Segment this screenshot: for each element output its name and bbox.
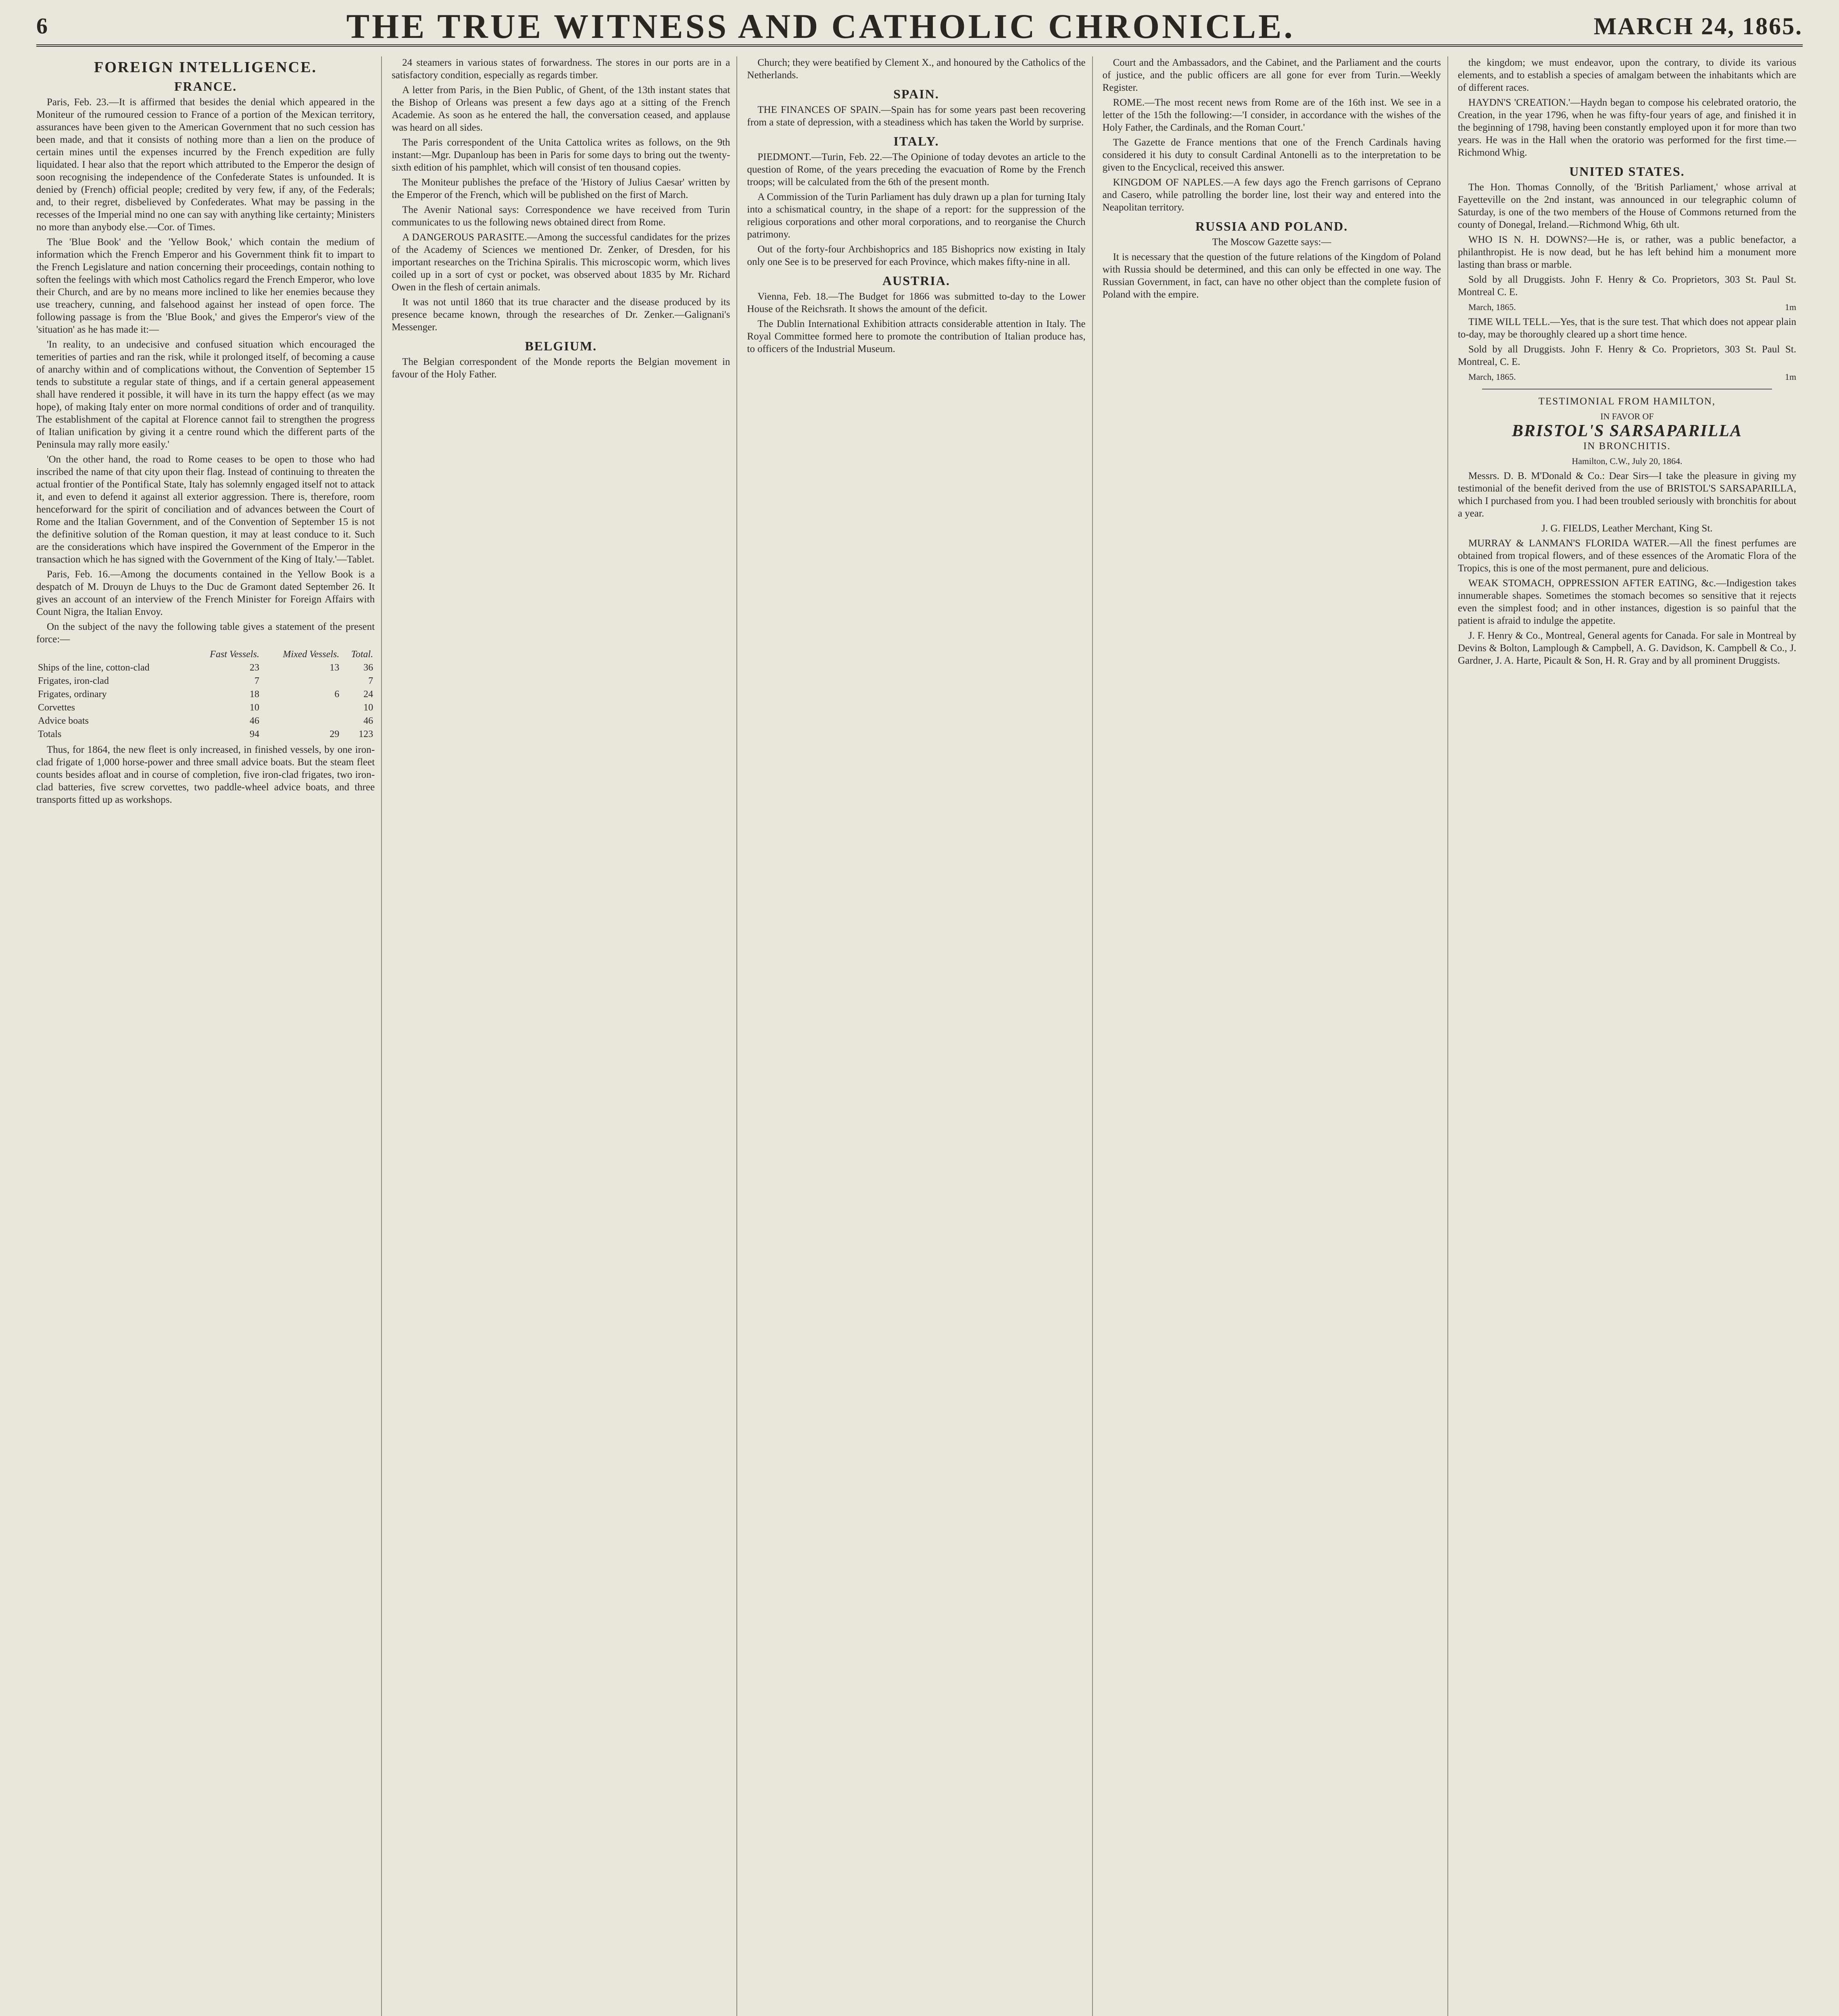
fleet-cell [261, 714, 341, 728]
article-paragraph: Vienna, Feb. 18.—The Budget for 1866 was submitted to-day to the Lower House of the Reichsrath. It shows the amount of the deficit. [747, 291, 1086, 314]
article-paragraph: 'In reality, to an undecisive and confused situation which encouraged the temerities of parties and ran the risk, while it prolonged itself, of becoming a cause of anarchy within and of complications without, the Convention of September 15 tends to substitute a regular state of things, and if a certain general appeasement shall have rendered it possible, it will have in its turn the happy effect (as we may hope), of making Italy enter on more normal conditions of order and of tranquility. The establishment of the capital at Florence cannot fail to strengthen the progress of Italian unification by giving it a centre round which the different parts of the Peninsula may rally more easily.' [36, 339, 375, 450]
source-line: The Moscow Gazette says:— [1212, 237, 1331, 248]
fleet-cell: Totals [38, 729, 62, 739]
fleet-col-header [36, 648, 190, 661]
article-paragraph: The Belgian correspondent of the Monde reports the Belgian movement in favour of the Holy Father. [392, 356, 730, 380]
column-4 [1103, 56, 1448, 2016]
article-paragraph: A DANGEROUS PARASITE.—Among the successful candidates for the prizes of the Academy of Sciences we mentioned Dr. Zenker, of Dresden, for his important researches on the Trichina Spiralis. This microscopic worm, which lives coiled up in a sort of cyst or pocket, was observed about 1835 by Mr. Richard Owen in the flesh of certain animals. [392, 232, 730, 293]
article-paragraph: A Commission of the Turin Parliament has duly drawn up a plan for turning Italy into a schismatical country, in the shape of a report: for the suppression of the religious corporations and other moral corporations, and to reorganise the Church patrimony. [747, 192, 1086, 240]
section-subheading: FRANCE. [174, 79, 237, 94]
article-paragraph: Court and the Ambassadors, and the Cabinet, and the Parliament and the courts of justice, and the public officers are all gone for ever from Turin.—Weekly Register. [1102, 57, 1441, 93]
section-subheading: ITALY. [893, 134, 939, 148]
fleet-cell: Ships of the line, cotton-clad [38, 662, 150, 673]
fleet-col-header: Total. [351, 649, 373, 660]
fleet-cell: 10 [363, 702, 373, 713]
fleet-cell [261, 675, 341, 688]
ad-signature: J. G. FIELDS, Leather Merchant, King St. [1541, 523, 1713, 534]
article-paragraph: HAYDN'S 'CREATION.'—Haydn began to compose his celebrated oratorio, the Creation, in the year 1796, when he was fifty-four years of age, and finished it in the beginning of 1798, having been constantly employed upon it for more than two years. He was in the Hall when the oratorio was performed for the first time.—Richmond Whig. [1457, 97, 1797, 158]
section-heading: FOREIGN INTELLIGENCE. [94, 59, 317, 76]
article-paragraph: The Paris correspondent of the Unita Cattolica writes as follows, on the 9th instant:—Mgr. Dupanloup has been in Paris for some days to bring out the twenty-sixth edition of his pamphlet, which will consist of ten thousand copies. [392, 137, 730, 173]
fleet-cell: 6 [334, 689, 340, 700]
ad-location: Hamilton, C.W., July 20, 1864. [1572, 456, 1683, 466]
article-paragraph: Paris, Feb. 23.—It is affirmed that besides the denial which appeared in the Moniteur of the rumoured cession to France of a portion of the Mexican territory, assurances have been given to the American Government that no such cession has been made, and that it consists of nothing more than a lien on the produce of certain mines until the expenses incurred by the French expedition are fully liquidated. I hear also that the report which attributed to the Emperor the design of soon recognising the independence of the Confederate States is unfounded. It is denied by (French) official people; credited by very few, if any, of the Federals; and, to their regret, disbelieved by Confederates. What may be passing in the recesses of the Imperial mind no one can say with anything like certainty; Ministers no more than anybody else.—Cor. of Times. [36, 97, 375, 233]
advertisement-paragraph: Sold by all Druggists. John F. Henry & Co. Proprietors, 303 St. Paul St. Montreal, C. E. [1457, 344, 1797, 367]
fleet-cell: 23 [249, 662, 259, 673]
fleet-cell: Corvettes [38, 702, 75, 713]
section-subheading: AUSTRIA. [882, 273, 951, 288]
article-paragraph: It was not until 1860 that its true character and the disease produced by its presence became known, through the researches of Dr. Zenker.—Galignani's Messenger. [392, 297, 730, 333]
fleet-cell: 10 [249, 702, 259, 713]
article-paragraph: the kingdom; we must endeavor, upon the contrary, to divide its various elements, and to establish a species of amalgam between the inhabitants which are of different races. [1457, 57, 1797, 93]
columns [36, 56, 1803, 2016]
article-paragraph: Church; they were beatified by Clement X., and honoured by the Catholics of the Netherlands. [747, 57, 1086, 81]
article-paragraph: The Dublin International Exhibition attracts considerable attention in Italy. The Royal Committee formed here to promote the contribution of Italian produce has, to officers of the Industrial Museum. [747, 319, 1086, 354]
ad-date-text: March, 1865. [1468, 372, 1516, 382]
fleet-cell: 29 [329, 729, 340, 739]
fleet-cell: 13 [329, 662, 340, 673]
fleet-cell: Advice boats [38, 716, 89, 726]
article-paragraph: Thus, for 1864, the new fleet is only increased, in finished vessels, by one iron-clad frigate of 1,000 horse-power and three small advice boats. But the steam fleet counts besides afloat and in course of completion, five iron-clad frigates, two iron-clad batteries, five screw corvettes, two paddle-wheel advice boats, and three transports fitted up as workshops. [36, 744, 375, 805]
fleet-cell: 7 [254, 676, 259, 686]
newspaper-title: THE TRUE WITNESS AND CATHOLIC CHRONICLE. [346, 7, 1295, 46]
article-paragraph: The Hon. Thomas Connolly, of the 'British Parliament,' whose arrival at Fayetteville on the 2nd instant, was announced in our telegraphic column of Saturday, is one of the two members of the House of Commons returned from the county of Donegal, Ireland.—Richmond Whig, 6th ult. [1457, 182, 1797, 230]
fleet-cell: 94 [249, 729, 259, 739]
article-paragraph: Out of the forty-four Archbishoprics and 185 Bishoprics now existing in Italy only one See is to be preserved for each Province, which makes fifty-nine in all. [747, 244, 1086, 267]
advertisement-paragraph: WEAK STOMACH, OPPRESSION AFTER EATING, &c.—Indigestion takes innumerable shapes. Sometimes the stomach becomes so sensitive that it rejects even the simplest food; and in other instances, digestion is so painful that the patient is afraid to indulge the appetite. [1457, 578, 1797, 626]
table-row [36, 688, 375, 701]
article-paragraph: PIEDMONT.—Turin, Feb. 22.—The Opinione of today devotes an article to the question of Rome, of the years preceding the evacuation of Rome by the French troops; will be calculated from the 6th of the present month. [747, 152, 1086, 187]
fleet-cell: 46 [249, 716, 259, 726]
fleet-cell: 18 [249, 689, 259, 700]
ad-date [1458, 301, 1796, 313]
section-subheading: BELGIUM. [525, 339, 597, 353]
fleet-cell: 123 [359, 729, 373, 739]
page-number: 6 [36, 14, 48, 39]
ad-date [1458, 371, 1796, 383]
fleet-table-header [36, 648, 375, 661]
advertisement-paragraph: WHO IS N. H. DOWNS?—He is, or rather, was a public benefactor, a philanthropist. He is now dead, but he has left behind him a monument more lasting than brass or marble. [1457, 234, 1797, 270]
fleet-cell: Frigates, iron-clad [38, 676, 109, 686]
section-subheading: SPAIN. [893, 87, 939, 101]
advertisement-paragraph: J. F. Henry & Co., Montreal, General agents for Canada. For sale in Montreal by Devins & Bolton, Lamplough & Campbell, A. G. Davidson, K. Campbell & Co., J. Gardner, J. A. Harte, Picault & Son, H. R. Gray and by all prominent Druggists. [1457, 630, 1797, 666]
ad-date-text: March, 1865. [1468, 302, 1516, 312]
fleet-cell: 7 [368, 676, 373, 686]
column-5 [1458, 56, 1803, 2016]
advertisement-paragraph: Sold by all Druggists. John F. Henry & Co. Proprietors, 303 St. Paul St. Montreal C. E. [1457, 274, 1797, 298]
article-paragraph: Paris, Feb. 16.—Among the documents contained in the Yellow Book is a despatch of M. Drouyn de Lhuys to the Duc de Gramont dated September 26. It gives an account of an interview of the French Minister for Foreign Affairs with Count Nigra, the Italian Envoy. [36, 569, 375, 617]
article-paragraph: The Avenir National says: Correspondence we have received from Turin communicates to us the following news obtained direct from Rome. [392, 204, 730, 228]
fleet-table [36, 648, 375, 741]
fleet-cell: 36 [363, 662, 373, 673]
column-1 [36, 56, 382, 2016]
fleet-cell: 24 [363, 689, 373, 700]
article-paragraph: ROME.—The most recent news from Rome are of the 16th inst. We see in a letter of the 15th the following:—'I consider, in accordance with the wishes of the Holy Father, the Cardinals, and the Roman Court.' [1102, 97, 1441, 133]
ad-subtitle: IN BRONCHITIS. [1583, 441, 1671, 452]
article-paragraph: The 'Blue Book' and the 'Yellow Book,' which contain the medium of information which the French Emperor and his Government think fit to impart to the French Legislature and nation concerning their proceedings, contain nothing to soften the feelings with which most Catholics regard the French Emperor, who love their Church, and are by no means more inclined to like her enemies because they use treachery, cunning, and falsehood against her instead of open force. The following passage is from the 'Blue Book,' and gives the Emperor's view of the 'situation' as he has made it:— [36, 237, 375, 335]
advertisement-paragraph: MURRAY & LANMAN'S FLORIDA WATER.—All the finest perfumes are obtained from tropical flowers, and of these essences of the Aromatic Flora of the Tropics, this is one of the most permanent, pure and delicious. [1457, 538, 1797, 574]
ad-in-favor: IN FAVOR OF [1600, 411, 1654, 421]
article-paragraph: On the subject of the navy the following table gives a statement of the present force:— [36, 621, 375, 645]
section-subheading: RUSSIA AND POLAND. [1195, 219, 1348, 233]
article-paragraph: 'On the other hand, the road to Rome ceases to be open to those who had inscribed the name of that city upon their flag. Instead of continuing to threaten the actual frontier of the Pontifical State, Italy has solemnly engaged itself not to attack it, and even to defend it against all exterior aggression. There is, therefore, room henceforward for the spirit of conciliation and of advances between the Court of Rome and the Italian Government, and of the Convention of September 15 is not the definitive solution of the Roman question, it may at least conduce to it. Such are the considerations which have inspired the Government of the Emperor in the transaction which he has signed with the Government of the King of Italy.'—Tablet. [36, 454, 375, 565]
masthead [36, 8, 1803, 47]
ad-heading: TESTIMONIAL FROM HAMILTON, [1538, 396, 1716, 407]
column-2 [392, 56, 737, 2016]
advertisement-paragraph: Messrs. D. B. M'Donald & Co.: Dear Sirs—I take the pleasure in giving my testimonial of the benefit derived from the use of BRISTOL'S SARSAPARILLA, which I purchased from you. I had been troubled seriously with bronchitis for about a year. [1457, 471, 1797, 519]
ad-mark: 1m [1785, 372, 1797, 382]
article-paragraph: The Moniteur publishes the preface of the 'History of Julius Caesar' written by the Emperor of the French, which will be published on the first of March. [392, 177, 730, 200]
article-paragraph: 24 steamers in various states of forwardness. The stores in our ports are in a satisfactory condition, especially as regards timber. [392, 57, 730, 81]
ad-title: BRISTOL'S SARSAPARILLA [1512, 422, 1742, 440]
fleet-cell [261, 701, 341, 714]
article-paragraph: THE FINANCES OF SPAIN.—Spain has for some years past been recovering from a state of depression, with a steadiness which has taken the World by surprise. [747, 104, 1086, 128]
table-row [36, 701, 375, 714]
table-row [36, 661, 375, 675]
fleet-col-header: Fast Vessels. [210, 649, 259, 660]
fleet-col-header: Mixed Vessels. [283, 649, 340, 660]
table-row [36, 675, 375, 688]
article-paragraph: A letter from Paris, in the Bien Public, of Ghent, of the 13th instant states that the Bishop of Orleans was present a few days ago at a sitting of the French Academie. As soon as he entered the hall, the conversation ceased, and applause was heard on all sides. [392, 85, 730, 133]
advertisement-paragraph: TIME WILL TELL.—Yes, that is the sure test. That which does not appear plain to-day, may be thoroughly cleared up a short time hence. [1457, 317, 1797, 340]
issue-date: MARCH 24, 1865. [1593, 12, 1803, 40]
table-row [36, 714, 375, 728]
article-paragraph: It is necessary that the question of the future relations of the Kingdom of Poland with Russia should be determined, and this can only be effected in one way. The Russian Government, in fact, can have no other object than the complete fusion of Poland with the empire. [1102, 252, 1441, 300]
ad-mark: 1m [1785, 302, 1797, 312]
fleet-cell: 46 [363, 716, 373, 726]
column-3 [747, 56, 1093, 2016]
fleet-cell: Frigates, ordinary [38, 689, 107, 700]
table-row-total [36, 728, 375, 741]
section-subheading: UNITED STATES. [1569, 164, 1685, 179]
article-paragraph: The Gazette de France mentions that one of the French Cardinals having considered it his duty to consult Cardinal Antonelli as to the interpretation to be given to the Encyclical, received this answer. [1102, 137, 1441, 173]
article-paragraph: KINGDOM OF NAPLES.—A few days ago the French garrisons of Ceprano and Casero, while patrolling the border line, lost their way and entered into the Neapolitan territory. [1102, 177, 1441, 213]
